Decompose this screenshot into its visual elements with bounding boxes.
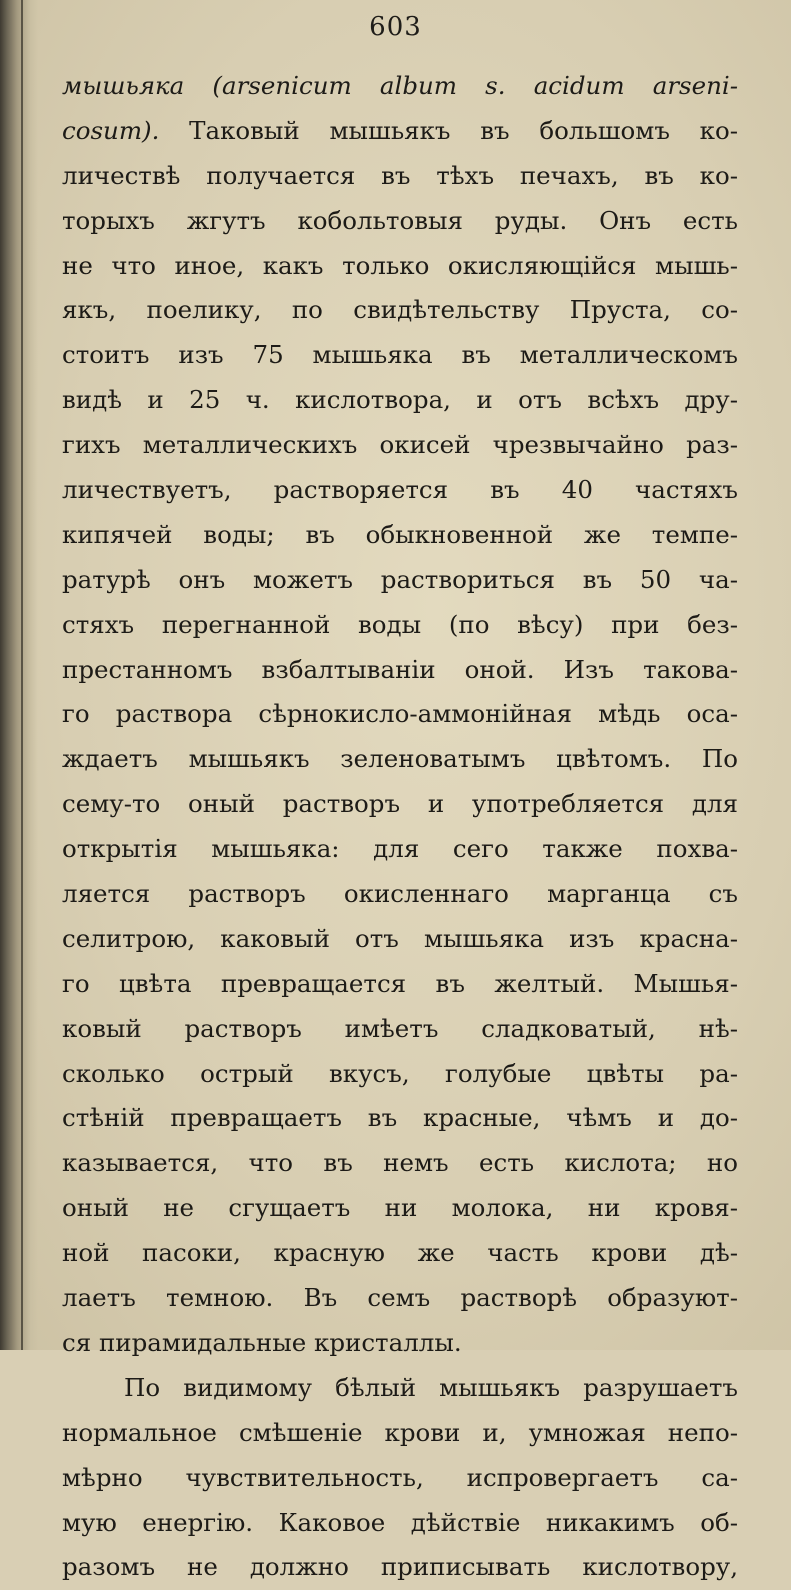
text-line: селитрою, каковый отъ мышьяка изъ красна- — [62, 923, 738, 953]
body-text — [62, 64, 738, 1590]
text-line: кипячей воды; въ обыкновенной же темпе- — [62, 519, 738, 549]
text-line: не что иное, какъ только окисляющійся мышь- — [62, 250, 738, 280]
text-line: ковый растворъ имѣетъ сладковатый, нѣ- — [62, 1013, 738, 1043]
text-line: стяхъ перегнанной воды (по вѣсу) при без- — [62, 609, 738, 639]
page-number: 603 — [369, 12, 422, 42]
text-line: cosum). Таковый мышьякъ въ большомъ ко- — [62, 115, 738, 145]
text-line: торыхъ жгутъ кобольтовыя руды. Онъ есть — [62, 205, 738, 235]
latin-term: мышьяка (arsenicum album s. acidum arseni- — [62, 71, 738, 100]
text-line: стѣній превращаетъ въ красные, чѣмъ и до- — [62, 1103, 738, 1133]
text-line: престанномъ взбалтываніи оной. Изъ такова- — [62, 654, 738, 684]
text-line: мѣрно чувствительность, испровергаетъ са- — [62, 1462, 738, 1492]
spine-edge-line — [21, 0, 23, 1350]
text-line: открытія мышьяка: для сего также похва- — [62, 834, 738, 864]
text-line: сему-то оный растворъ и употребляется для — [62, 789, 738, 819]
text-line — [62, 64, 738, 109]
text-line: якъ, поелику, по свидѣтельству Пруста, со- — [62, 295, 738, 325]
text-line: ляется растворъ окисленнаго марганца съ — [62, 879, 738, 909]
text-line: личествуетъ, растворяется въ 40 частяхъ — [62, 475, 738, 505]
text-line: ся пирамидальные кристаллы. — [62, 1327, 462, 1357]
book-spine-shadow — [0, 0, 38, 1350]
text-line: По видимому бѣлый мышьякъ разрушаетъ — [124, 1372, 738, 1402]
text-line: нормальное смѣшеніе крови и, умножая непо- — [62, 1417, 738, 1447]
text-line: гихъ металлическихъ окисей чрезвычайно раз- — [62, 430, 738, 460]
text-line: ждаетъ мышьякъ зеленоватымъ цвѣтомъ. По — [62, 744, 738, 774]
text-line: казывается, что въ немъ есть кислота; но — [62, 1148, 738, 1178]
text-line: оный не сгущаетъ ни молока, ни кровя- — [62, 1193, 738, 1223]
text-line: мую енергію. Каковое дѣйствіе никакимъ об- — [62, 1507, 738, 1537]
text-line: личествѣ получается въ тѣхъ печахъ, въ ко- — [62, 160, 738, 190]
text-line: сколько острый вкусъ, голубые цвѣты ра- — [62, 1058, 738, 1088]
text-line: ратурѣ онъ можетъ раствориться въ 50 ча- — [62, 564, 738, 594]
text-line: го раствора сѣрнокисло-аммонійная мѣдь оса- — [62, 699, 738, 729]
latin-term: cosum). — [62, 115, 160, 145]
text-line: видѣ и 25 ч. кислотвора, и отъ всѣхъ дру- — [62, 385, 738, 415]
text-line: стоитъ изъ 75 мышьяка въ металлическомъ — [62, 340, 738, 370]
text-line: лаетъ темною. Въ семъ растворѣ образуют- — [62, 1283, 738, 1313]
text-line: ной пасоки, красную же часть крови дѣ- — [62, 1238, 738, 1268]
text-line: го цвѣта превращается въ желтый. Мышья- — [62, 968, 738, 998]
text-line: разомъ не должно приписывать кислотвору, — [62, 1552, 738, 1582]
